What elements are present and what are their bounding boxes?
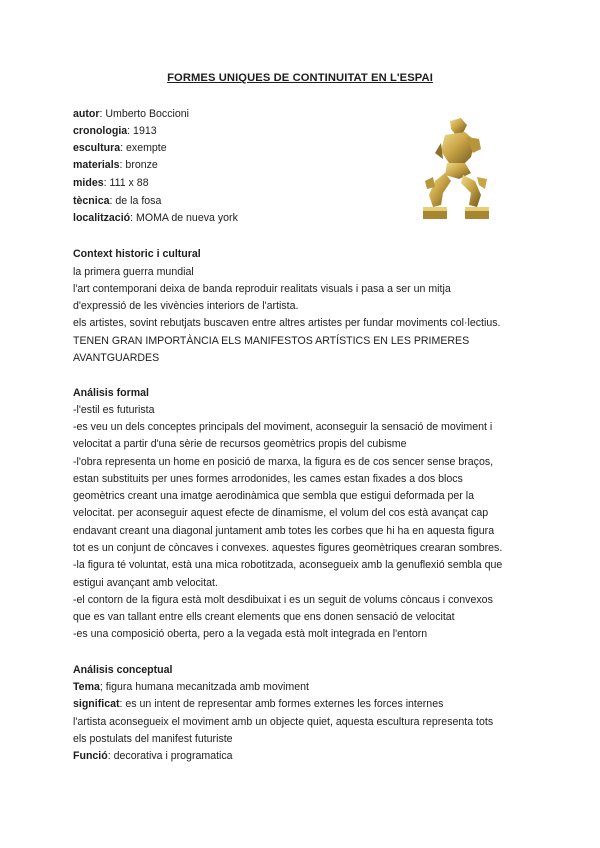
sculpture-image — [405, 115, 505, 225]
conceptual-tema: Tema; figura humana mecanitzada amb moviment — [73, 681, 309, 693]
formal-line: estigui avançant amb velocitat. — [73, 577, 218, 589]
formal-line: endavant creant una diagonal juntament amb totes les corbes que hi ha en aquesta figura — [73, 525, 495, 537]
context-line: AVANTGUARDES — [73, 352, 160, 364]
formal-line: -es veu un dels conceptes principals del moviment, aconseguir la sensació de moviment i — [73, 421, 493, 433]
info-autor: autor: Umberto Boccioni — [73, 108, 189, 120]
formal-heading: Análisis formal — [73, 387, 149, 399]
info-escultura: escultura: exempte — [73, 142, 167, 154]
info-materials: materials: bronze — [73, 159, 158, 171]
conceptual-line: els postulats del manifest futuriste — [73, 733, 233, 745]
context-line: els artistes, sovint rebutjats buscaven entre altres artistes per fundar moviments col·lectius. — [73, 317, 501, 329]
conceptual-funcio: Funció: decorativa i programatica — [73, 750, 233, 762]
formal-line: velocitat. per aconseguir aquest efecte de dinamisme, el volum del cos està avançat cap — [73, 507, 489, 519]
context-line: la primera guerra mundial — [73, 266, 194, 278]
info-tecnica: tècnica: de la fosa — [73, 195, 162, 207]
info-cronologia: cronologia: 1913 — [73, 125, 157, 137]
conceptual-line: l'artista aconsegueix el moviment amb un objecte quiet, aquesta escultura representa tots — [73, 716, 494, 728]
formal-line: -es una composició oberta, pero a la vegada està molt integrada en l'entorn — [73, 628, 428, 640]
conceptual-heading: Análisis conceptual — [73, 664, 173, 676]
formal-line: -la figura té voluntat, està una mica robotitzada, aconsegueix amb la genuflexió sembla que — [73, 559, 503, 571]
document-title: FORMES UNIQUES DE CONTINUITAT EN L'ESPAI — [167, 72, 433, 84]
formal-line: tot es un conjunt de còncaves i convexes. aquestes figures geomètriques crearan sombres. — [73, 542, 503, 554]
context-heading: Context historic i cultural — [73, 248, 201, 260]
conceptual-significat: significat: es un intent de representar amb formes externes les forces internes — [73, 698, 444, 710]
context-line: TENEN GRAN IMPORTÀNCIA ELS MANIFESTOS ARTÍSTICS EN LES PRIMERES — [73, 335, 470, 347]
formal-line: estan substituits per unes formes arrodonides, les cames estan fixades a dos blocs — [73, 473, 463, 485]
formal-line: -el contorn de la figura està molt desdibuixat i es un seguit de volums còncaus i convexos — [73, 594, 493, 606]
formal-line: -l'obra representa un home en posició de marxa, la figura es de cos sencer sense braços, — [73, 456, 494, 468]
formal-line: velocitat a partir d'una sèrie de recursos geomètrics propis del cubisme — [73, 438, 407, 450]
formal-line: que es van tallant entre ells creant elements que ens donen sensació de velocitat — [73, 611, 455, 623]
formal-line: -l'estil es futurista — [73, 404, 155, 416]
info-mides: mides: 111 x 88 — [73, 177, 149, 189]
info-localitzacio: localització: MOMA de nueva york — [73, 212, 238, 224]
context-line: l'art contemporani deixa de banda reproduir realitats visuals i pasa a ser un mitja — [73, 283, 451, 295]
formal-line: geomètrics creant una imatge aerodinàmica que sembla que estigui deformada per la — [73, 490, 475, 502]
context-line: d'expressió de les vivències interiors de l'artista. — [73, 300, 299, 312]
